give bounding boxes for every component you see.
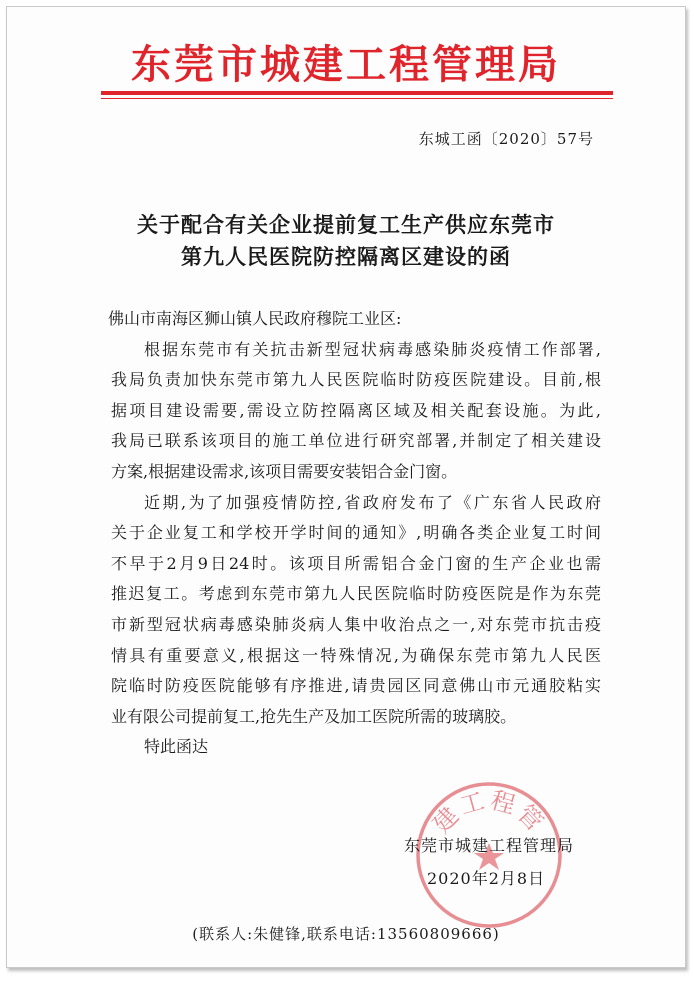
letterhead-rule-thin bbox=[101, 98, 613, 99]
body-line: 推迟复工。考虑到东莞市第九人民医院临时防疫医院是作为东莞 bbox=[111, 584, 601, 604]
body-line: 方案,根据建设需求,该项目需要安装铝合金门窗。 bbox=[111, 461, 458, 481]
body-line: 关于企业复工和学校开学时间的通知》,明确各类企业复工时间 bbox=[111, 523, 601, 543]
body-line: 市新型冠状病毒感染肺炎病人集中收治点之一,对东莞市抗击疫 bbox=[111, 614, 601, 634]
signature-date: 2020年2月8日 bbox=[427, 869, 546, 888]
closing-line: 特此函达 bbox=[144, 737, 209, 757]
body-line: 我局负责加快东莞市第九人民医院临时防疫医院建设。目前,根 bbox=[111, 370, 601, 390]
contact-info: (联系人:朱健锋,联系电话:13560809666) bbox=[192, 925, 500, 943]
body-line: 业有限公司提前复工,抢先生产及加工医院所需的玻璃胶。 bbox=[111, 706, 517, 726]
document-page bbox=[6, 6, 686, 968]
body-line: 我局已联系该项目的施工单位进行研究部署,并制定了相关建设 bbox=[111, 431, 601, 451]
body-line: 据项目建设需要,需设立防控隔离区域及相关配套设施。为此, bbox=[111, 400, 601, 420]
letterhead-rule-thick bbox=[101, 91, 613, 95]
document-number: 东城工函〔2020〕57号 bbox=[418, 130, 594, 148]
letter-subject bbox=[7, 209, 685, 273]
letter-body bbox=[108, 304, 601, 763]
body-line: 不早于2月9日24时。该项目所需铝合金门窗的生产企业也需 bbox=[111, 553, 601, 573]
salutation: 佛山市南海区狮山镇人民政府穆院工业区: bbox=[108, 309, 402, 328]
seal-text: 建工程管 bbox=[427, 786, 551, 839]
letterhead-title: 东莞市城建工程管理局 bbox=[131, 42, 561, 88]
body-line: 近期,为了加强疫情防控,省政府发布了《广东省人民政府 bbox=[144, 492, 601, 512]
subject-line: 第九人民医院防控隔离区建设的函 bbox=[181, 245, 511, 269]
body-line: 根据东莞市有关抗击新型冠状病毒感染肺炎疫情工作部署, bbox=[144, 339, 601, 359]
body-line: 院临时防疫医院能够有序推进,请贵园区同意佛山市元通胶粘实 bbox=[111, 676, 601, 696]
signature-unit: 东莞市城建工程管理局 bbox=[404, 836, 575, 855]
body-line: 情具有重要意义,根据这一特殊情况,为确保东莞市第九人民医 bbox=[111, 645, 601, 665]
svg-text:建工程管 bbox=[427, 786, 550, 838]
subject-line: 关于配合有关企业提前复工生产供应东莞市 bbox=[137, 213, 555, 237]
